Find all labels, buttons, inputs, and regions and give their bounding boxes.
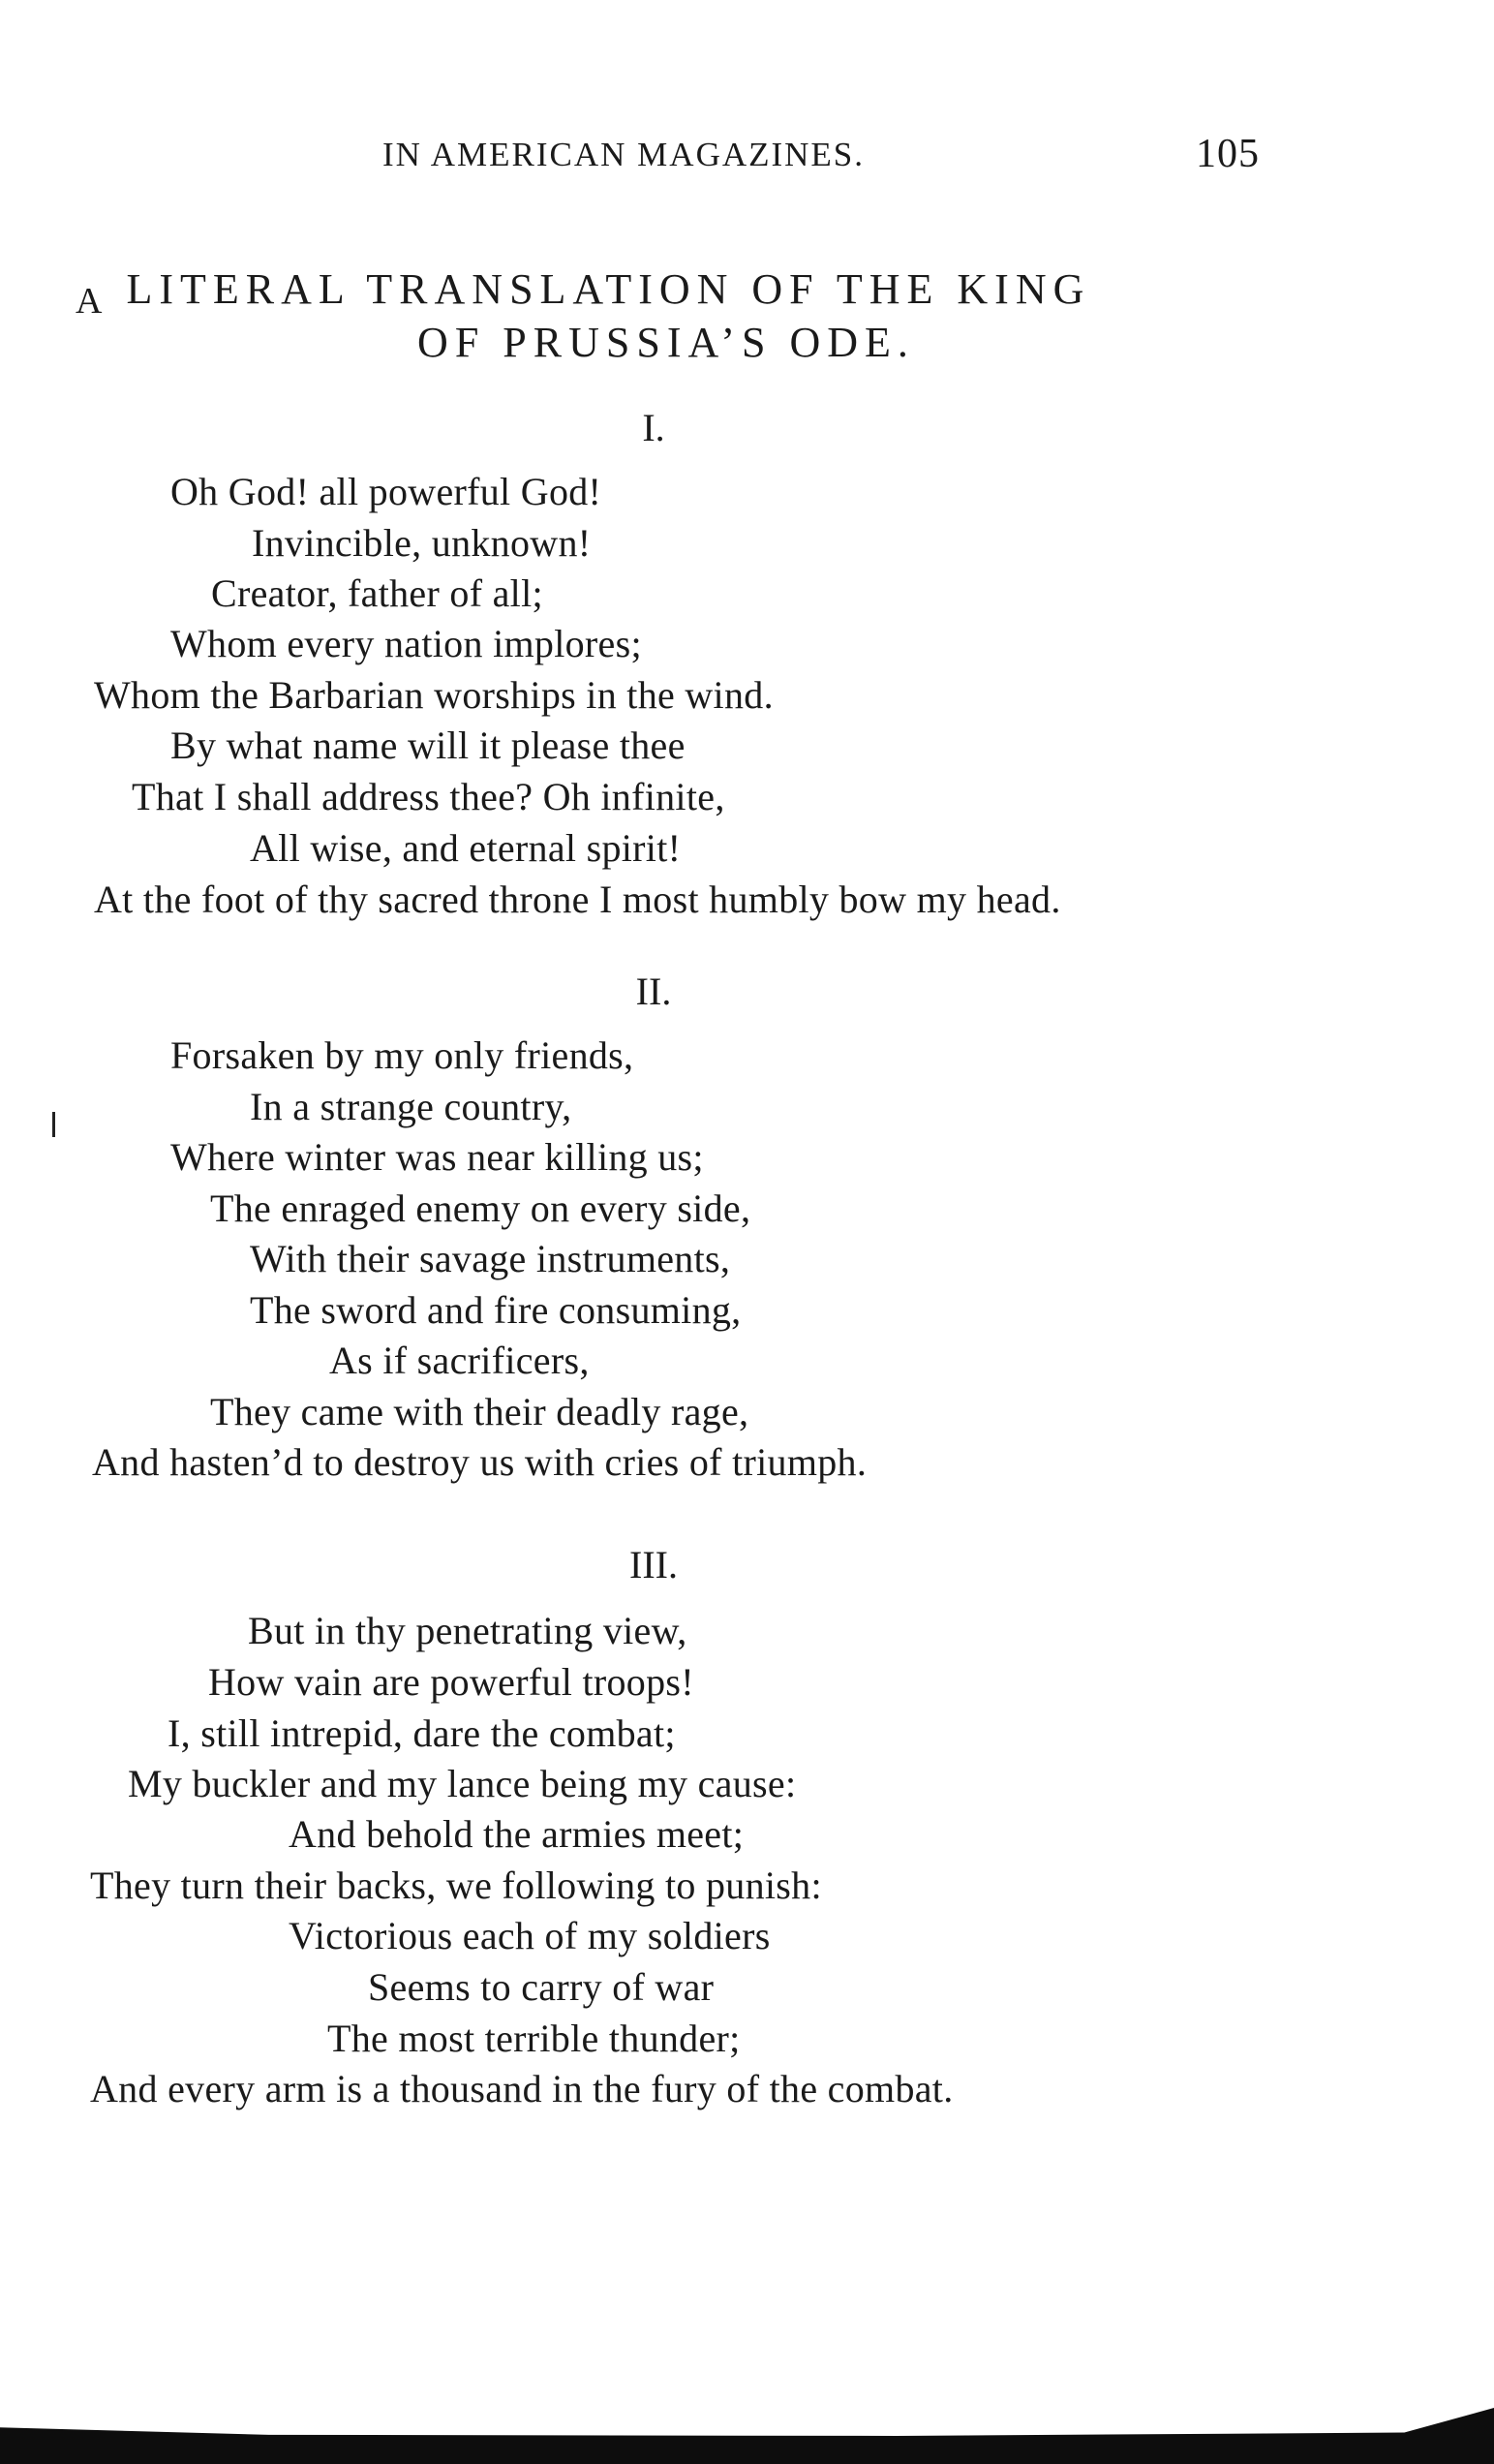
- verse-line: Whom the Barbarian worships in the wind.: [94, 673, 774, 717]
- verse-line: All wise, and eternal spirit!: [250, 826, 682, 870]
- verse-line: Where winter was near killing us;: [170, 1135, 704, 1179]
- verse-line: And behold the armies meet;: [289, 1812, 745, 1856]
- title-line-1-text: LITERAL TRANSLATION OF THE KING: [126, 265, 1091, 313]
- verse-line: At the foot of thy sacred throne I most humbly bow my head.: [94, 878, 1061, 921]
- verse-line: With their savage instruments,: [250, 1237, 731, 1280]
- verse-line: They turn their backs, we following to punish:: [90, 1863, 822, 1907]
- verse-line: And hasten’d to destroy us with cries of triumph.: [92, 1440, 868, 1484]
- verse-line: That I shall address thee? Oh infinite,: [132, 775, 725, 818]
- poem-title-line-1: [76, 262, 1257, 320]
- verse-line: They came with their deadly rage,: [210, 1390, 749, 1433]
- verse-line: In a strange country,: [250, 1085, 572, 1128]
- verse-line: How vain are powerful troops!: [208, 1660, 694, 1704]
- scan-bottom-edge: [0, 2408, 1494, 2464]
- verse-line: Whom every nation implores;: [170, 622, 642, 665]
- verse-line: Oh God! all powerful God!: [170, 470, 602, 513]
- verse-line: Victorious each of my soldiers: [289, 1914, 771, 1957]
- verse-line: The most terrible thunder;: [327, 2017, 741, 2060]
- verse-line: As if sacrificers,: [329, 1339, 590, 1382]
- verse-line: Invincible, unknown!: [252, 521, 592, 565]
- verse-line: Seems to carry of war: [368, 1965, 715, 2009]
- verse-line: Forsaken by my only friends,: [170, 1033, 634, 1077]
- verse-line: Creator, father of all;: [211, 571, 543, 615]
- verse-line: My buckler and my lance being my cause:: [128, 1762, 797, 1805]
- verse-line: I, still intrepid, dare the combat;: [168, 1711, 676, 1755]
- stanza-number: II.: [635, 970, 672, 1013]
- stanza-number: III.: [629, 1543, 678, 1586]
- stanza-number: I.: [642, 406, 665, 449]
- poem-title-line-2: OF PRUSSIA’S ODE.: [417, 319, 915, 366]
- verse-line: But in thy penetrating view,: [248, 1609, 687, 1652]
- running-head-title: IN AMERICAN MAGAZINES.: [382, 136, 866, 173]
- verse-line: The enraged enemy on every side,: [210, 1186, 751, 1230]
- margin-mark: [52, 1112, 55, 1137]
- title-initial-letter: A: [76, 281, 109, 322]
- page-number: 105: [1196, 132, 1260, 176]
- verse-line: The sword and fire consuming,: [250, 1288, 742, 1332]
- verse-line: By what name will it please thee: [170, 724, 686, 767]
- verse-line: And every arm is a thousand in the fury of the combat.: [90, 2067, 954, 2110]
